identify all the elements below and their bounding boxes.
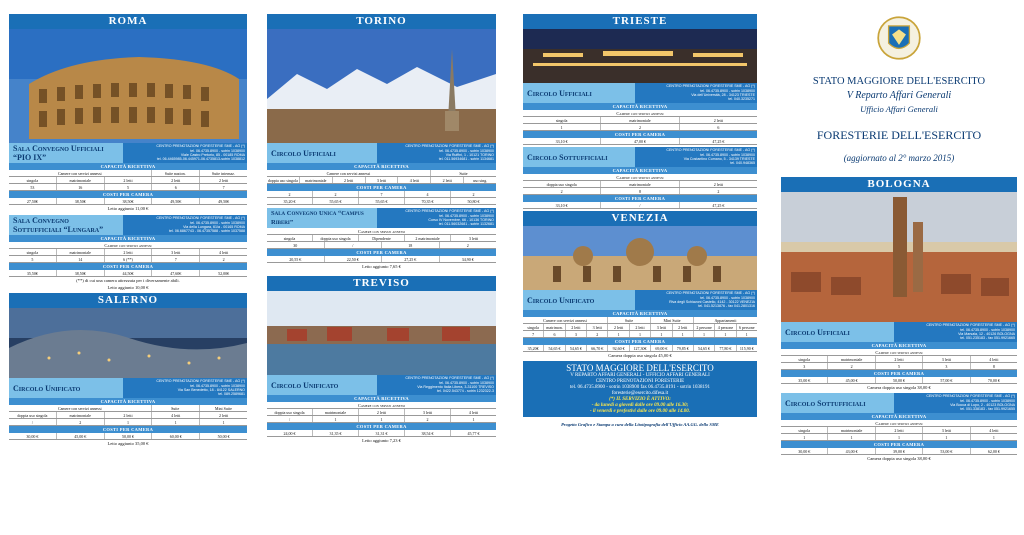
venue-name: Sala Convegno Unica “Campus Riberi”: [267, 208, 377, 228]
venezia-venue: [523, 290, 757, 310]
costi-band: COSTI PER CAMERA: [781, 370, 1017, 377]
roma-note-2: Letto aggiunto 10,00 €: [107, 285, 149, 290]
capacita-band: CAPACITÀ RICETTIVA: [523, 310, 757, 317]
venue-contact: CENTRO PRENOTAZIONI FORESTERIE SME - AG (*) tel. 06.4735.8900 - sotrin 1038900 Via Marsala, 12 - 40126 BOLOGNA tel. 051.235183 - fax 051.9921665: [894, 322, 1017, 342]
promo-hours-title: (*) IL SERVIZIO È ATTIVO:: [609, 397, 671, 402]
roma-venue-1: [9, 143, 247, 163]
table-group-header: Camere con servizi annessi: [781, 349, 1017, 356]
venue-contact: CENTRO PRENOTAZIONI FORESTERIE SME - AG (*) tel. 06.4735.8900 - sotrin 1038900 Via Costantino Cumano, 5 - 34139 TRIESTE tel. 040.948365: [635, 147, 757, 167]
table-row-types: singola matrimoniale 2 letti: [523, 117, 757, 124]
capacita-band: CAPACITÀ RICETTIVA: [9, 163, 247, 170]
table-row-types: doppia uso singola matrimoniale 2 letti 3 letti 4 letti 2 letti uso sing.: [267, 177, 496, 184]
capacita-band: CAPACITÀ RICETTIVA: [781, 342, 1017, 349]
venue-contact: CENTRO PRENOTAZIONI FORESTERIE SME - AG (*) tel. 06.4735.8900 - sotrin 1038900 Corso IV Novembre, 66 - 10136 TORINO tel. 011.56032681 - sotrin 1132681: [377, 208, 496, 228]
table-row-prices: 27,50€ 38,50€ 38,50€ 49,50€ 49,50€: [9, 198, 247, 205]
venezia-note: Camera doppia uso singola 45,00 €: [608, 353, 672, 358]
bologna-header: BOLOGNA: [781, 177, 1017, 192]
treviso-header: TREVISO: [267, 276, 496, 291]
column-cover-bologna: [781, 8, 1017, 462]
table-row-counts: / 1 1 2 1: [267, 416, 496, 423]
capacita-band: CAPACITÀ RICETTIVA: [9, 235, 247, 242]
table-row-counts: 3 2 5 3 8: [781, 363, 1017, 370]
salerno-photo: [9, 308, 247, 378]
capacita-band: CAPACITÀ RICETTIVA: [523, 103, 757, 110]
bologna-note-2: Camera doppia uso singola 38,00 €: [867, 456, 931, 461]
venezia-photo: [523, 226, 757, 290]
costi-band: COSTI PER CAMERA: [9, 426, 247, 433]
roma-note-footnote: (**) di cui una camera attrezzata per i diversamente abili.: [76, 278, 180, 283]
booking-center-box: [523, 361, 757, 417]
table-row-types: singola doppia uso singola Dipendente 2 matrimoniale 3 letti: [267, 235, 496, 242]
column-trieste-venezia: [523, 14, 757, 428]
costi-band: COSTI PER CAMERA: [523, 195, 757, 202]
promo-phone: tel. 06.4735.8900 - sotrin 1038900 fax 06.4735.8191 - sotrin 1038191: [570, 385, 710, 390]
cover-date: (aggiornato al 2° marzo 2015): [843, 153, 955, 163]
venue-contact: CENTRO PRENOTAZIONI FORESTERIE SME - AG (*) tel. 06.4735.8900 - sotrin 1038900 Viale Castro Pretorio, 85 - 00185 ROMA tel. 06.4465985-06.445971-06.4735813-sotrin 1038812: [123, 143, 247, 163]
roma-header: ROMA: [9, 14, 247, 29]
costi-band: COSTI PER CAMERA: [781, 441, 1017, 448]
table-group-header: Camere con servizi annessi: [9, 242, 247, 249]
table-row-types: doppia uso singola matrimoniale 2 letti 3 letti 4 letti: [267, 409, 496, 416]
table-row-counts: 1 1 1 1 1: [781, 434, 1017, 441]
roma-note-1: Letto aggiunto 11,00 €: [107, 206, 149, 211]
table-row-prices: 30,00 € 45,00 € 50,00 € 60,00 € 50,00 €: [9, 433, 247, 440]
torino-venue-2: [267, 208, 496, 228]
table-group-header: Camere con servizi annessi Suite Mini Suite: [9, 405, 247, 412]
roma-venue-2: [9, 215, 247, 235]
table-row-prices: 35,50€ 38,50€ 44,50€ 47,60€ 52,00€: [9, 270, 247, 277]
credit-line: Progetto Grafico e Stampa a cura della Litotipografia dell'Ufficio AA.GG. dello SME: [561, 422, 719, 427]
table-group-header: Camere con servizi annessi Suite Mini Suite Appartamenti: [523, 317, 757, 324]
bologna-venue-1: [781, 322, 1017, 342]
promo-title: STATO MAGGIORE DELL'ESERCITO: [566, 363, 714, 373]
table-row-types: doppia uso singola matrimoniale 2 letti: [523, 181, 757, 188]
salerno-venue: [9, 378, 247, 398]
trieste-venue-1: [523, 83, 757, 103]
salerno-note: Letto aggiunto 35,00 €: [107, 441, 149, 446]
bologna-photo: [781, 192, 1017, 322]
treviso-note: Letto aggiunto 7,23 €: [362, 438, 401, 443]
venue-contact: CENTRO PRENOTAZIONI FORESTERIE SME - AG (*) tel. 06.4735.8900 - sotrin 1038900 Via San Benedetto, 18 - 84122 SALERNO tel. 089.2589681: [123, 378, 247, 398]
promo-hours-1: - da lunedì a giovedì dalle ore 09.00 alle 16.30;: [591, 403, 689, 408]
treviso-photo: [267, 291, 496, 375]
roma-photo: [9, 29, 247, 143]
column-torino-treviso: [267, 14, 496, 444]
table-group-header: Camere con servizi annessi: [267, 402, 496, 409]
capacita-band: CAPACITÀ RICETTIVA: [523, 167, 757, 174]
table-row-prices: 35,20€ 54,65 € 54,65 € 66,70 € 92,60 € 127,30€ 69,00 € 79,85 € 54,65 € 77,80 € 115,90 €: [523, 345, 757, 352]
costi-band: COSTI PER CAMERA: [523, 131, 757, 138]
table-row-prices: 33,10 € / 47,25 €: [523, 202, 757, 209]
table-row-prices: 20,55 € 22,50 € 27,25 € 34,90 €: [267, 256, 496, 263]
venue-contact: CENTRO PRENOTAZIONI FORESTERIE SME - AG (*) tel. 06.4735.8900 - sotrin 1038900 Via dell'Università, 28 - 34123 TRIESTE tel. 040.3235271: [635, 83, 757, 103]
table-row-counts: 7 6 3 2 1 1 1 1 1 1 1: [523, 331, 757, 338]
table-row-types: singola matrimoniale 2 letti 2 letti 2 letti: [9, 177, 247, 184]
venue-contact: CENTRO PRENOTAZIONI FORESTERIE SME - AG (*) tel. 06.4735.8900 - sotrin 1038900 Via della Lungara, 61/a - 00165 ROMA tel. 06.6867743 - 06.47357588 - sotrin 1037588: [123, 215, 247, 235]
table-group-header: Camere con servizi annessi: [781, 420, 1017, 427]
cover-dept: V Reparto Affari Generali: [846, 90, 952, 101]
emblem-icon: [781, 8, 1017, 70]
torino-photo: [267, 29, 496, 143]
torino-note: Letto aggiunto 7,65 €: [362, 264, 401, 269]
table-row-types: doppia uso singola matrimoniale 2 letti 4 letti 2 letti: [9, 412, 247, 419]
venue-contact: CENTRO PRENOTAZIONI FORESTERIE SME - AG (*) tel. 06.4735.8900 - sotrin 1038900 Via Reggimento Italia Libera, 3-31100 TREVISO tel. 0422.543774 - sotrin 1232322-3: [377, 375, 496, 395]
table-row-types: singola matrimoniale 2 letti 3 letti 4 letti: [781, 356, 1017, 363]
promo-line: V REPARTO AFFARI GENERALI - UFFICIO AFFARI GENERALI: [570, 373, 710, 378]
cover-office: Ufficio Affari Generali: [860, 104, 938, 114]
venue-name: Circolo Ufficiali: [267, 143, 377, 163]
table-row-types: singola matrimoniale 2 letti 3 letti 4 letti: [9, 249, 247, 256]
torino-venue-1: [267, 143, 496, 163]
table-row-types: singola matrimon. 2 letti 3 letti 2 letti 2 letti 3 letti 2 letti 2 persone 4 persone 6 persone: [523, 324, 757, 331]
capacita-band: CAPACITÀ RICETTIVA: [9, 398, 247, 405]
costi-band: COSTI PER CAMERA: [9, 263, 247, 270]
table-row-counts: 2 8 2: [523, 188, 757, 195]
table-row-counts: 2 2 7 4 2: [267, 191, 496, 198]
salerno-header: SALERNO: [9, 293, 247, 308]
venue-name: Circolo Unificato: [9, 378, 123, 398]
promo-line: CENTRO PRENOTAZIONI FORESTERIE: [595, 379, 685, 384]
table-row-prices: 35,20 € 55,65 € 55,65 € 70,35 € 50,80 €: [267, 198, 496, 205]
table-row-prices: 33,10 € 47,00 € 47,25 €: [523, 138, 757, 145]
venue-name: Circolo Sottufficiali: [781, 393, 894, 413]
capacita-band: CAPACITÀ RICETTIVA: [267, 163, 496, 170]
venue-contact: CENTRO PRENOTAZIONI FORESTERIE SME - AG (*) tel. 06.4735.8900 - sotrin 1038900 Via Bocca di Lupo, 2 - 40123 BOLOGNA tel. 051.338183 - fax 051.9921655: [894, 393, 1017, 413]
costi-band: COSTI PER CAMERA: [267, 184, 496, 191]
table-group-header: Camere con servizi annessi: [523, 110, 757, 117]
trieste-venue-2: [523, 147, 757, 167]
capacita-band: CAPACITÀ RICETTIVA: [267, 395, 496, 402]
cover-org: STATO MAGGIORE DELL'ESERCITO: [812, 76, 986, 87]
table-row-prices: 30,00 € 43,00 € 39,00 € 53,00 € 62,00 €: [781, 448, 1017, 455]
treviso-venue: [267, 375, 496, 395]
bologna-venue-2: [781, 393, 1017, 413]
venue-name: Circolo Ufficiali: [781, 322, 894, 342]
table-group-header: Camere con servizi annessi Suite: [267, 170, 496, 177]
table-row-counts: 5 14 6 (**) 7 2: [9, 256, 247, 263]
costi-band: COSTI PER CAMERA: [9, 191, 247, 198]
venue-name: Circolo Unificato: [523, 290, 635, 310]
table-group-header: Camere con servizi annessi Suite nazion. Suite internaz.: [9, 170, 247, 177]
venue-name: Circolo Ufficiali: [523, 83, 635, 103]
costi-band: COSTI PER CAMERA: [523, 338, 757, 345]
venezia-header: VENEZIA: [523, 211, 757, 226]
promo-hours-2: - il venerdì e prefestivi dalle ore 09.00 alle 14.00.: [590, 409, 690, 414]
promo-email[interactable]: foresterie@esercito.difesa.it: [611, 391, 669, 396]
venue-contact: CENTRO PRENOTAZIONI FORESTERIE SME - AG (*) tel. 06.4735.8900 - sotrin 1038900 Via Ruffini, 1 - 10121 TORINO tel. 011.56934681 - sotrin 1134681: [377, 143, 496, 163]
table-row-counts: 53 16 5 6 7: [9, 184, 247, 191]
table-row-counts: 30 / 18 2: [267, 242, 496, 249]
cover-main-title: FORESTERIE DELL'ESERCITO: [816, 128, 982, 142]
table-group-header: Camere con servizi annessi: [523, 174, 757, 181]
table-row-counts: 1 2 6: [523, 124, 757, 131]
venue-contact: CENTRO PRENOTAZIONI FORESTERIE SME - AG (*) tel. 06.4735.8900 - sotrin 1038900 Riva degli Schiavoni Castello, 4142 - 30122 VENEZIA tel. 041.5213876 - fax 041.2801316: [635, 290, 757, 310]
costi-band: COSTI PER CAMERA: [267, 423, 496, 430]
venue-name: Circolo Sottufficiali: [523, 147, 635, 167]
table-row-counts: / 2 1 1 1: [9, 419, 247, 426]
table-group-header: Camere con servizi annessi: [267, 228, 496, 235]
costi-band: COSTI PER CAMERA: [267, 249, 496, 256]
capacita-band: CAPACITÀ RICETTIVA: [781, 413, 1017, 420]
table-row-prices: 35,00 € 45,00 € 50,00 € 57,00 € 70,00 €: [781, 377, 1017, 384]
trieste-photo: [523, 29, 757, 83]
trieste-header: TRIESTE: [523, 14, 757, 29]
venue-name: Sala Convegno Ufficiali “PIO IX”: [9, 143, 123, 163]
venue-name: Sala Convegno Sottufficiali “Lungara”: [9, 215, 123, 235]
table-row-prices: 24,00 € 31,35 € 31,31 € 38,54 € 45,77 €: [267, 430, 496, 437]
table-row-types: singola matrimoniale 2 letti 3 letti 4 letti: [781, 427, 1017, 434]
torino-header: TORINO: [267, 14, 496, 29]
column-roma-salerno: [9, 14, 247, 447]
venue-name: Circolo Unificato: [267, 375, 377, 395]
bologna-note-1: Camera doppia uso singola 38,00 €: [867, 385, 931, 390]
